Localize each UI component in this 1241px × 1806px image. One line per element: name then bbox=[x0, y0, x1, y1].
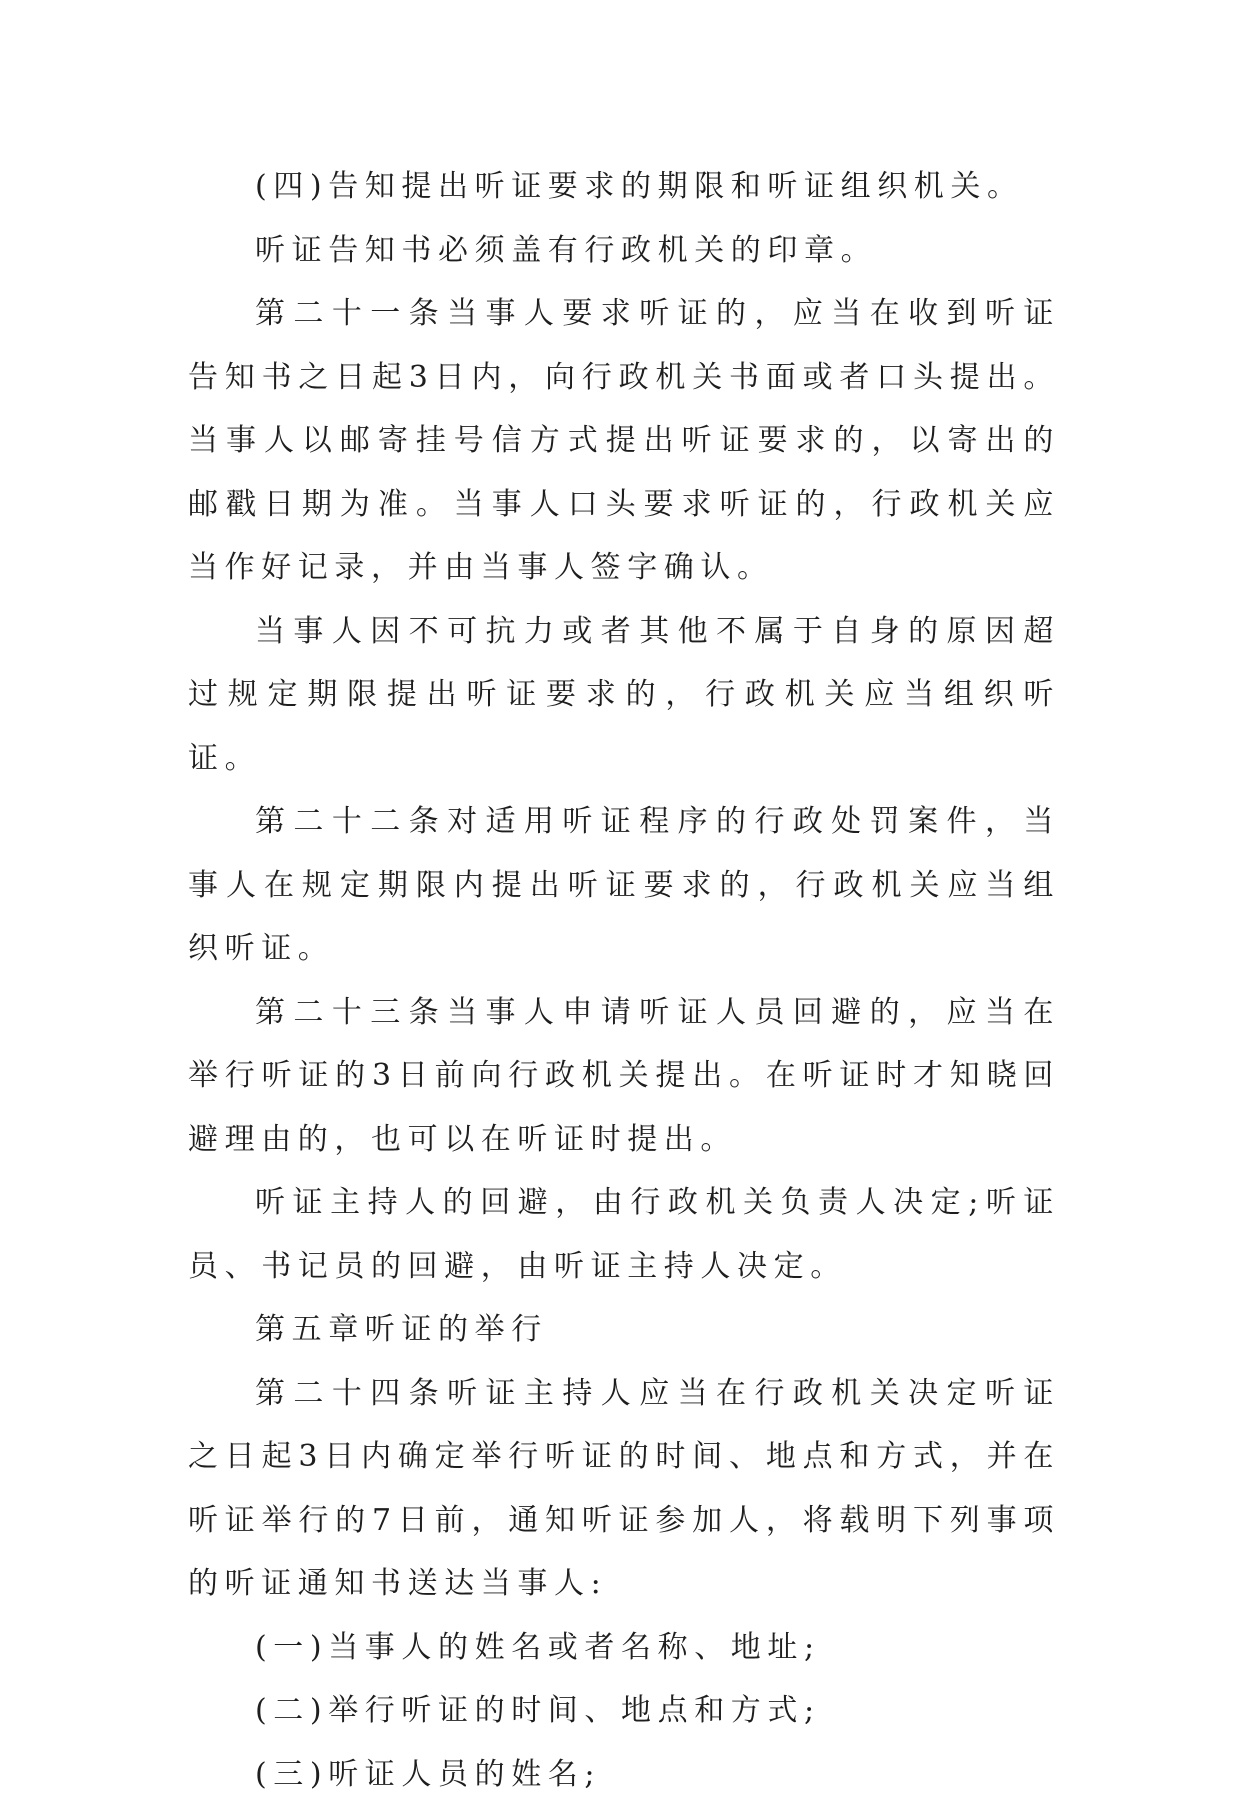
list-item-party-name: (一)当事人的姓名或者名称、地址; bbox=[188, 1616, 1060, 1680]
paragraph-article-24: 第二十四条听证主持人应当在行政机关决定听证之日起3日内确定举行听证的时间、地点和方式，并在听证举行的7日前，通知听证参加人，将载明下列事项的听证通知书送达当事人: bbox=[188, 1362, 1060, 1616]
document-body bbox=[188, 155, 1060, 1806]
paragraph-force-majeure: 当事人因不可抗力或者其他不属于自身的原因超过规定期限提出听证要求的，行政机关应当组织听证。 bbox=[188, 600, 1060, 791]
list-item-hearing-time: (二)举行听证的时间、地点和方式; bbox=[188, 1679, 1060, 1743]
paragraph-notice-deadline: (四)告知提出听证要求的期限和听证组织机关。 bbox=[188, 155, 1060, 219]
paragraph-article-22: 第二十二条对适用听证程序的行政处罚案件，当事人在规定期限内提出听证要求的，行政机关应当组织听证。 bbox=[188, 790, 1060, 981]
list-item-hearing-staff: (三)听证人员的姓名; bbox=[188, 1743, 1060, 1806]
paragraph-article-21: 第二十一条当事人要求听证的，应当在收到听证告知书之日起3日内，向行政机关书面或者口头提出。当事人以邮寄挂号信方式提出听证要求的，以寄出的邮戳日期为准。当事人口头要求听证的，行政机关应当作好记录，并由当事人签字确认。 bbox=[188, 282, 1060, 600]
paragraph-seal-requirement: 听证告知书必须盖有行政机关的印章。 bbox=[188, 219, 1060, 283]
paragraph-article-23: 第二十三条当事人申请听证人员回避的，应当在举行听证的3日前向行政机关提出。在听证时才知晓回避理由的，也可以在听证时提出。 bbox=[188, 981, 1060, 1172]
paragraph-recusal-decision: 听证主持人的回避，由行政机关负责人决定;听证员、书记员的回避，由听证主持人决定。 bbox=[188, 1171, 1060, 1298]
chapter-heading: 第五章听证的举行 bbox=[188, 1298, 1060, 1362]
